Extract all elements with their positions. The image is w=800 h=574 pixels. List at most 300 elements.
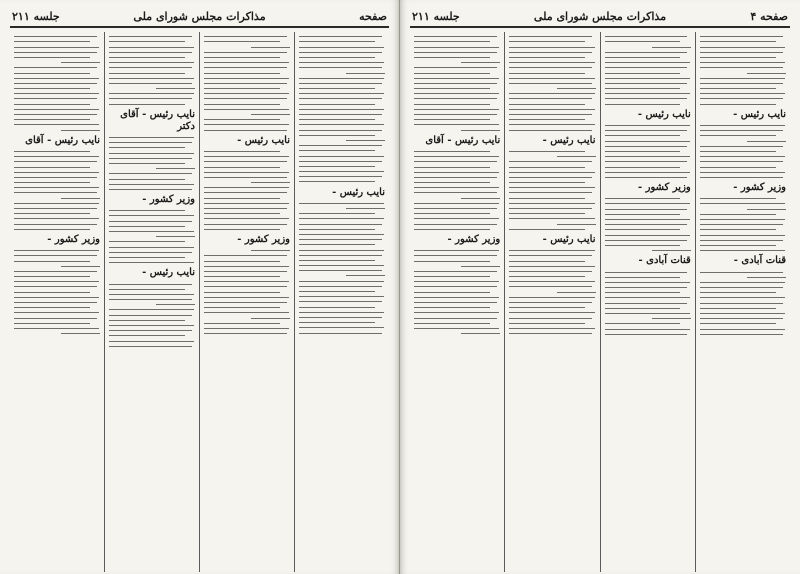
text-line: [414, 302, 497, 303]
text-line: [509, 266, 594, 267]
text-line: [299, 93, 384, 94]
text-line: [299, 171, 384, 172]
text-line: [414, 261, 490, 262]
text-line: [61, 266, 100, 267]
text-line: [204, 130, 287, 131]
text-line: [204, 218, 289, 219]
text-line: [509, 62, 594, 63]
text-line: [299, 156, 384, 157]
text-line: [204, 109, 289, 110]
right-page-page-label: صفحه ۴: [750, 10, 788, 23]
text-line: [299, 119, 375, 120]
text-line: [299, 181, 375, 182]
text-line: [14, 57, 90, 58]
text-line: [509, 52, 592, 53]
text-line: [14, 41, 90, 42]
text-line: [61, 62, 100, 63]
speaker-heading: نایب رئیس - آقای: [425, 134, 501, 146]
text-line: [204, 93, 289, 94]
text-line: [14, 124, 99, 125]
text-line: [14, 276, 90, 277]
text-line: [299, 135, 375, 136]
text-line: [700, 313, 785, 314]
text-line: [509, 36, 592, 37]
text-line: [204, 328, 289, 329]
text-line: [700, 98, 783, 99]
text-line: [251, 318, 290, 319]
text-line: [204, 67, 287, 68]
text-line: [14, 292, 90, 293]
text-line: [299, 176, 382, 177]
text-line: [700, 52, 783, 53]
text-line: [605, 67, 688, 68]
text-line: [299, 239, 382, 240]
text-line: [109, 335, 185, 336]
left-col-4: [294, 32, 389, 572]
text-line: [109, 93, 194, 94]
text-line: [14, 302, 97, 303]
text-line: [461, 333, 500, 334]
text-line: [605, 303, 688, 304]
text-line: [509, 261, 585, 262]
text-line: [700, 282, 785, 283]
text-line: [605, 297, 690, 298]
text-line: [109, 83, 192, 84]
text-line: [509, 213, 585, 214]
text-line: [414, 182, 490, 183]
text-line: [509, 276, 585, 277]
text-line: [299, 62, 384, 63]
text-line: [204, 119, 280, 120]
text-line: [414, 88, 490, 89]
text-line: [414, 172, 499, 173]
text-line: [14, 167, 90, 168]
text-line: [509, 333, 592, 334]
text-line: [299, 36, 382, 37]
text-line: [251, 47, 290, 48]
text-line: [700, 57, 776, 58]
text-line: [14, 250, 99, 251]
text-line: [414, 281, 499, 282]
text-line: [700, 245, 776, 246]
text-line: [509, 297, 594, 298]
text-line: [414, 323, 490, 324]
text-line: [414, 67, 497, 68]
text-line: [14, 109, 99, 110]
text-line: [509, 47, 594, 48]
text-line: [299, 88, 375, 89]
text-line: [557, 156, 596, 157]
text-line: [414, 177, 497, 178]
text-line: [14, 328, 99, 329]
speaker-heading: قنات آبادی -: [638, 255, 691, 267]
text-line: [605, 167, 681, 168]
right-col-2: [504, 32, 599, 572]
text-line: [700, 130, 783, 131]
text-line: [605, 323, 681, 324]
text-line: [204, 62, 289, 63]
text-line: [14, 98, 97, 99]
text-line: [652, 47, 691, 48]
text-line: [700, 88, 776, 89]
text-line: [605, 282, 690, 283]
text-line: [605, 41, 681, 42]
text-line: [109, 98, 192, 99]
right-page: [400, 0, 800, 574]
text-line: [700, 235, 785, 236]
text-line: [109, 294, 194, 295]
text-line: [414, 119, 490, 120]
left-col-1: [10, 32, 104, 572]
text-line: [204, 73, 280, 74]
text-line: [14, 47, 99, 48]
text-line: [509, 312, 594, 313]
text-line: [414, 208, 497, 209]
text-line: [299, 301, 382, 302]
text-line: [204, 83, 287, 84]
text-line: [109, 137, 194, 138]
speaker-heading: وزیر کشور -: [47, 233, 100, 245]
speaker-heading: وزیر کشور -: [638, 182, 691, 194]
text-line: [109, 315, 192, 316]
text-line: [204, 88, 280, 89]
text-line: [700, 62, 785, 63]
text-line: [509, 130, 592, 131]
text-line: [14, 182, 90, 183]
right-page-header: [410, 10, 790, 28]
text-line: [700, 167, 776, 168]
text-line: [605, 57, 681, 58]
text-line: [605, 93, 690, 94]
text-line: [700, 229, 776, 230]
text-line: [414, 307, 490, 308]
text-line: [509, 323, 585, 324]
text-line: [414, 255, 497, 256]
text-line: [204, 292, 280, 293]
text-line: [700, 198, 776, 199]
text-line: [414, 52, 497, 53]
text-line: [414, 328, 499, 329]
text-line: [299, 296, 384, 297]
text-line: [204, 208, 287, 209]
text-line: [700, 214, 776, 215]
text-line: [509, 328, 594, 329]
text-line: [204, 177, 287, 178]
text-line: [414, 98, 497, 99]
text-line: [14, 156, 99, 157]
text-line: [346, 208, 385, 209]
text-line: [605, 151, 681, 152]
text-line: [14, 192, 97, 193]
text-line: [346, 73, 385, 74]
text-line: [414, 151, 490, 152]
text-line: [109, 163, 185, 164]
text-line: [299, 265, 384, 266]
text-line: [509, 318, 592, 319]
text-line: [414, 124, 499, 125]
text-line: [605, 88, 681, 89]
text-line: [299, 322, 375, 323]
right-col-4: [695, 32, 790, 572]
text-line: [414, 41, 490, 42]
text-line: [509, 192, 592, 193]
speaker-heading: وزیر کشور -: [447, 233, 501, 245]
text-line: [14, 261, 90, 262]
text-line: [700, 329, 785, 330]
text-line: [156, 304, 195, 305]
text-line: [204, 203, 289, 204]
text-line: [14, 67, 97, 68]
text-line: [700, 161, 783, 162]
text-line: [509, 114, 592, 115]
text-line: [109, 47, 194, 48]
text-line: [299, 130, 382, 131]
text-line: [109, 289, 185, 290]
text-line: [605, 334, 688, 335]
text-line: [299, 244, 375, 245]
left-col-2: [104, 32, 199, 572]
text-line: [509, 73, 585, 74]
text-line: [700, 36, 783, 37]
text-line: [605, 83, 688, 84]
text-line: [204, 261, 280, 262]
text-line: [14, 307, 90, 308]
text-line: [109, 210, 185, 211]
text-line: [605, 209, 688, 210]
speaker-heading: نایب رئیس -: [237, 134, 290, 146]
speaker-heading: نایب رئیس -: [637, 108, 691, 120]
text-line: [414, 187, 499, 188]
text-line: [109, 320, 185, 321]
text-line: [509, 67, 592, 68]
text-line: [204, 98, 287, 99]
text-line: [605, 125, 690, 126]
text-line: [204, 104, 280, 105]
text-line: [204, 151, 280, 152]
text-line: [109, 184, 194, 185]
text-line: [299, 218, 384, 219]
text-line: [414, 276, 490, 277]
text-line: [299, 52, 382, 53]
text-line: [109, 52, 192, 53]
text-line: [605, 203, 690, 204]
text-line: [414, 83, 497, 84]
text-line: [299, 317, 382, 318]
text-line: [605, 229, 681, 230]
text-line: [204, 161, 287, 162]
text-line: [700, 303, 783, 304]
text-line: [700, 41, 776, 42]
text-line: [605, 287, 688, 288]
text-line: [605, 277, 681, 278]
text-line: [414, 203, 499, 204]
text-line: [509, 109, 594, 110]
text-line: [509, 119, 585, 120]
text-line: [700, 287, 783, 288]
text-line: [14, 187, 99, 188]
text-line: [204, 172, 289, 173]
text-line: [109, 36, 192, 37]
text-line: [204, 307, 280, 308]
text-line: [700, 292, 776, 293]
text-line: [509, 177, 592, 178]
text-line: [109, 142, 192, 143]
text-line: [700, 93, 785, 94]
text-line: [14, 151, 90, 152]
text-line: [509, 161, 592, 162]
text-line: [14, 271, 97, 272]
text-line: [109, 284, 192, 285]
right-col-3: [600, 32, 695, 572]
text-line: [605, 135, 681, 136]
text-line: [109, 147, 185, 148]
text-line: [509, 78, 594, 79]
text-line: [204, 167, 280, 168]
text-line: [414, 156, 499, 157]
text-line: [414, 292, 490, 293]
text-line: [299, 166, 375, 167]
text-line: [605, 161, 688, 162]
text-line: [299, 255, 382, 256]
text-line: [204, 297, 289, 298]
text-line: [299, 104, 375, 105]
text-line: [109, 62, 194, 63]
text-line: [109, 299, 192, 300]
text-line: [109, 309, 194, 310]
text-line: [299, 150, 375, 151]
text-line: [461, 198, 500, 199]
speaker-heading: وزیر کشور -: [142, 194, 195, 206]
text-line: [414, 213, 490, 214]
text-line: [557, 224, 596, 225]
text-line: [414, 167, 490, 168]
text-line: [109, 252, 192, 253]
text-line: [605, 156, 690, 157]
text-line: [299, 47, 384, 48]
text-line: [299, 307, 375, 308]
text-line: [299, 291, 375, 292]
text-line: [414, 57, 490, 58]
text-line: [414, 114, 497, 115]
text-line: [61, 198, 100, 199]
text-line: [156, 236, 195, 237]
text-line: [204, 187, 289, 188]
text-line: [700, 334, 783, 335]
text-line: [299, 98, 382, 99]
text-line: [299, 312, 384, 313]
text-line: [605, 245, 681, 246]
text-line: [61, 130, 100, 131]
text-line: [251, 114, 290, 115]
text-line: [605, 73, 681, 74]
speaker-heading: نایب رئیس -: [332, 186, 385, 198]
text-line: [700, 156, 785, 157]
text-line: [204, 286, 287, 287]
text-line: [652, 250, 691, 251]
text-line: [605, 292, 681, 293]
text-line: [509, 229, 585, 230]
text-line: [204, 229, 280, 230]
text-line: [299, 203, 384, 204]
text-line: [299, 286, 382, 287]
text-line: [509, 302, 592, 303]
text-line: [109, 67, 192, 68]
text-line: [700, 272, 783, 273]
text-line: [299, 78, 384, 79]
text-line: [109, 73, 185, 74]
text-line: [299, 234, 384, 235]
text-line: [557, 88, 596, 89]
text-line: [299, 109, 384, 110]
text-line: [346, 140, 385, 141]
text-line: [204, 213, 280, 214]
text-line: [299, 114, 382, 115]
text-line: [747, 277, 786, 278]
text-line: [747, 209, 786, 210]
text-line: [204, 57, 280, 58]
text-line: [14, 286, 97, 287]
text-line: [299, 41, 375, 42]
text-line: [109, 158, 192, 159]
text-line: [14, 297, 99, 298]
text-line: [204, 78, 289, 79]
text-line: [414, 73, 490, 74]
text-line: [700, 297, 785, 298]
text-line: [204, 224, 287, 225]
text-line: [204, 36, 287, 37]
text-line: [14, 203, 99, 204]
text-line: [700, 47, 785, 48]
text-line: [747, 73, 786, 74]
text-line: [605, 240, 688, 241]
right-page-columns: [410, 32, 790, 572]
text-line: [414, 286, 497, 287]
text-line: [700, 172, 785, 173]
speaker-heading: قنات آبادی -: [733, 255, 786, 267]
text-line: [605, 177, 688, 178]
text-line: [109, 179, 185, 180]
text-line: [700, 146, 783, 147]
text-line: [605, 272, 688, 273]
text-line: [700, 177, 783, 178]
text-line: [14, 177, 97, 178]
text-line: [204, 302, 287, 303]
text-line: [109, 341, 194, 342]
text-line: [509, 271, 592, 272]
text-line: [509, 104, 585, 105]
right-page-session-number: جلسه ۲۱۱: [412, 10, 460, 23]
text-line: [700, 104, 776, 105]
text-line: [204, 271, 287, 272]
text-line: [700, 224, 783, 225]
text-line: [109, 241, 185, 242]
text-line: [204, 255, 287, 256]
text-line: [14, 323, 90, 324]
text-line: [109, 226, 185, 227]
text-line: [509, 151, 585, 152]
text-line: [109, 41, 185, 42]
text-line: [605, 130, 688, 131]
text-line: [605, 219, 690, 220]
text-line: [109, 330, 192, 331]
text-line: [14, 78, 99, 79]
text-line: [204, 52, 287, 53]
text-line: [14, 229, 90, 230]
text-line: [299, 327, 384, 328]
text-line: [14, 172, 99, 173]
text-line: [509, 198, 585, 199]
text-line: [605, 308, 681, 309]
